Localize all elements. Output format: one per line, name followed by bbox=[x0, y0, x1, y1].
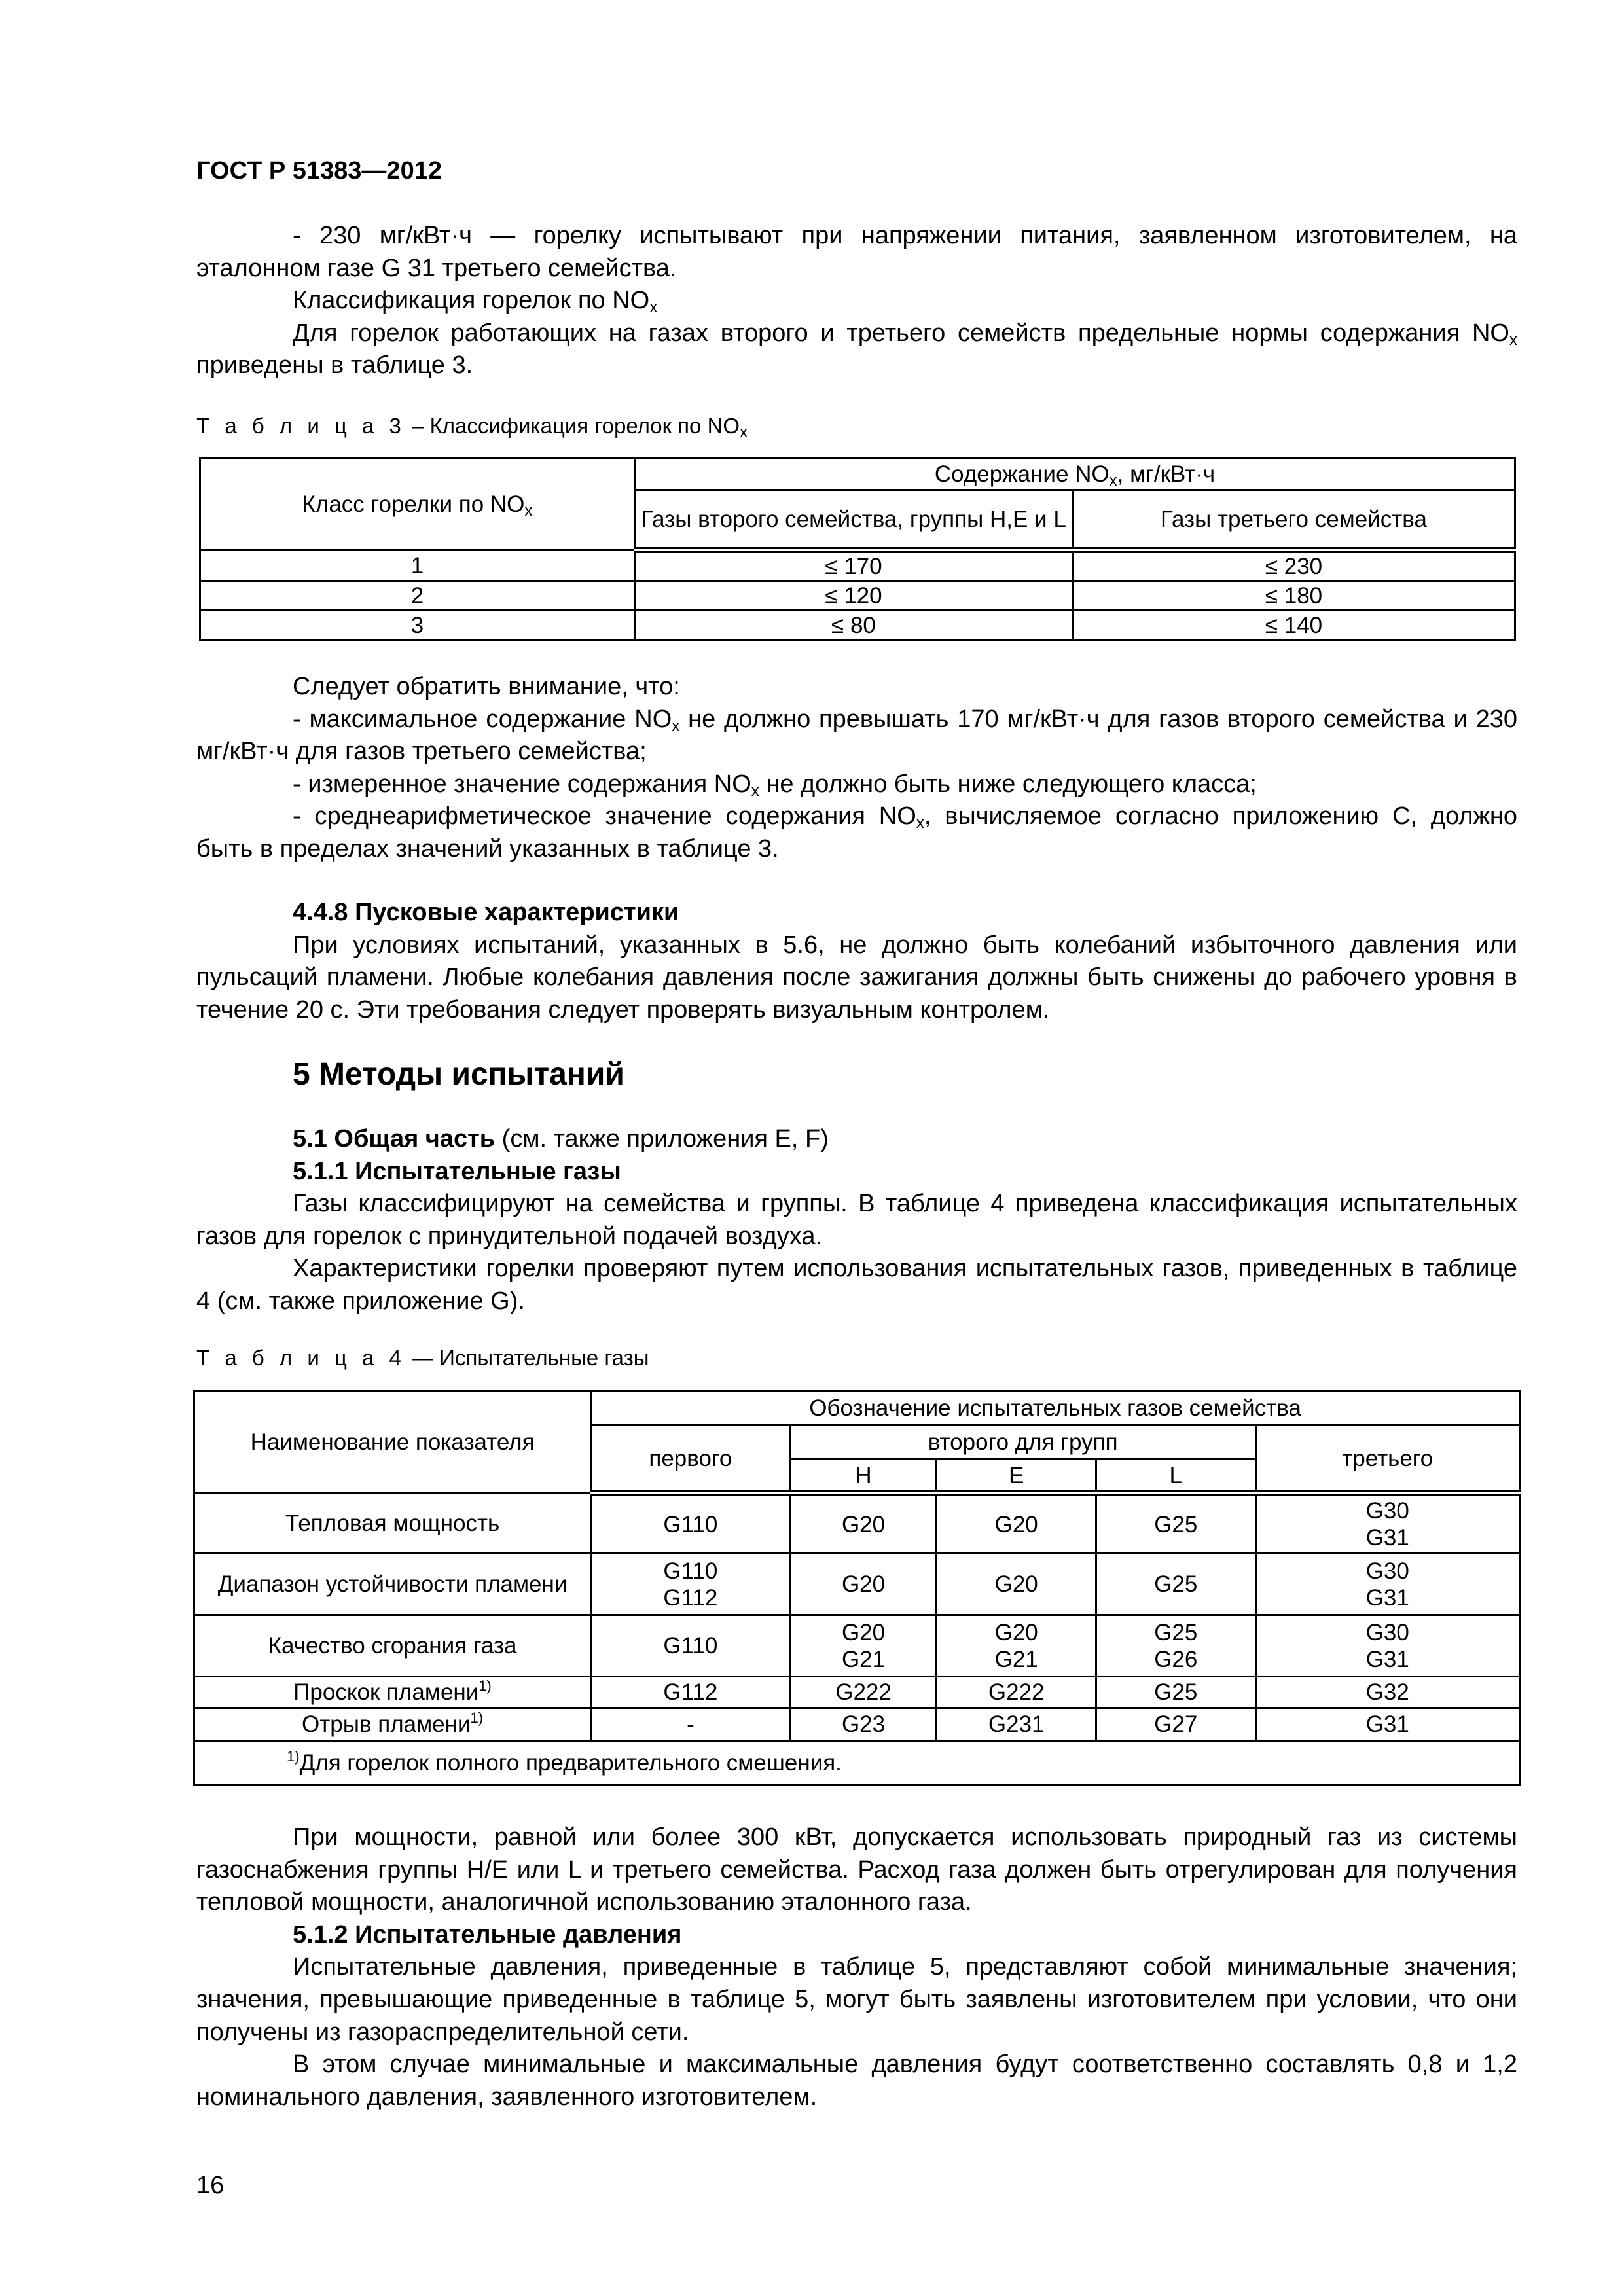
table-cell: G23 bbox=[790, 1708, 937, 1741]
table-cell: G222 bbox=[790, 1677, 937, 1708]
caption-prefix: Т а б л и ц а 3 bbox=[196, 414, 406, 438]
caption-sub: x bbox=[740, 423, 748, 441]
table3-caption bbox=[196, 414, 1517, 439]
row-name: Проскок пламени$^{1)}$ bbox=[194, 1677, 591, 1708]
col-header-third: третьего bbox=[1255, 1426, 1519, 1494]
paragraph bbox=[196, 220, 1517, 285]
paragraph bbox=[196, 1156, 1517, 1189]
table-cell: G110 bbox=[591, 1615, 791, 1677]
table-cell: G222 bbox=[937, 1677, 1096, 1708]
table-cell: G27 bbox=[1096, 1708, 1256, 1741]
section-d bbox=[196, 1123, 1517, 1318]
paragraph bbox=[196, 317, 1517, 382]
row-name: Отрыв пламени$^{1)}$ bbox=[194, 1708, 591, 1741]
text-run: Газы классифицируют на семейства и группы. В таблице 4 приведена классификация испытательных газов для горелок с принудительной подачей воздуха. bbox=[196, 1190, 1517, 1250]
page-number: 16 bbox=[196, 2172, 225, 2199]
row-name: Диапазон устойчивости пламени bbox=[194, 1554, 591, 1615]
paragraph bbox=[196, 671, 1517, 704]
col-header-class: Класс горелки по $NO_x$ bbox=[200, 459, 635, 550]
text-run: Характеристики горелки проверяют путем использования испытательных газов, приведенных в таблице 4 (см. также приложение G). bbox=[196, 1255, 1517, 1315]
table-cell: G31 bbox=[1255, 1708, 1519, 1741]
col-header-second: Газы второго семейства, группы H,E и L bbox=[634, 490, 1072, 550]
paragraph bbox=[196, 1821, 1517, 1919]
caption-text: – Классификация горелок по NO bbox=[405, 414, 740, 438]
table4-caption: Т а б л и ц а 4 — Испытательные газы bbox=[196, 1346, 649, 1370]
row-name: Качество сгорания газа bbox=[194, 1615, 591, 1677]
col-header-third: Газы третьего семейства bbox=[1072, 490, 1515, 550]
text-run: 5.1.1 Испытательные газы bbox=[293, 1157, 621, 1185]
paragraph bbox=[196, 1919, 1517, 1952]
table-cell: G20 bbox=[937, 1494, 1096, 1554]
table-cell: G20 bbox=[790, 1494, 937, 1554]
text-run: 5 Методы испытаний bbox=[293, 1057, 624, 1092]
col-header-first: первого bbox=[591, 1426, 791, 1494]
text-run: (см. также приложения E, F) bbox=[495, 1125, 829, 1153]
table-row bbox=[194, 1494, 1520, 1554]
table-cell: G25 bbox=[1096, 1554, 1256, 1615]
text-run: не должно превышать 170 мг/кВт·ч для газов второго семейства и 230 мг/кВт·ч для газов третьего семейства; bbox=[196, 705, 1517, 766]
table-row bbox=[194, 1677, 1520, 1708]
table-cell: G110 bbox=[591, 1494, 791, 1554]
text-run: - измеренное значение содержания NO bbox=[293, 770, 751, 798]
document-id: ГОСТ Р 51383—2012 bbox=[196, 157, 442, 185]
table-cell: G30 G31 bbox=[1255, 1615, 1519, 1677]
text-run: x bbox=[1509, 331, 1517, 349]
table-footnote: $^{1)}$Для горелок полного предварительного смешения. bbox=[194, 1741, 1520, 1785]
table-row bbox=[194, 1615, 1520, 1677]
paragraph bbox=[196, 285, 1517, 317]
section-e bbox=[196, 1821, 1517, 2113]
text-run: Классификация горелок по NO bbox=[293, 287, 650, 315]
text-run: - 230 мг/кВт·ч — горелку испытывают при напряжении питания, заявленном изготовителем, на эталонном газе G 31 третьего семейства. bbox=[196, 222, 1517, 282]
text-run: , вычисляемое согласно приложению С, должно быть в пределах значений указанных в таблице 3. bbox=[196, 802, 1517, 863]
text-run: Испытательные давления, приведенные в таблице 5, представляют собой минимальные значения; значения, превышающие приведенные в таблице 5, могут быть заявлены изготовителем при условии, что они получены из газораспределительной сети. bbox=[196, 1953, 1517, 2046]
paragraph bbox=[196, 768, 1517, 801]
row-name: Тепловая мощность bbox=[194, 1494, 591, 1554]
text-run: x bbox=[672, 717, 680, 735]
text-run: При мощности, равной или более 300 кВт, допускается использовать природный газ из системы газоснабжения группы H/E или L и третьего семейства. Расход газа должен быть отрегулирован для получения тепловой мощности, аналогичной использованию эталонного газа. bbox=[196, 1823, 1517, 1916]
text-run: не должно быть ниже следующего класса; bbox=[759, 770, 1257, 798]
text-run: - среднеарифметическое значение содержания NO bbox=[293, 802, 916, 831]
col-header-e: E bbox=[937, 1460, 1096, 1494]
text-run: Следует обратить внимание, что: bbox=[293, 673, 680, 700]
table-cell: G30 G31 bbox=[1255, 1554, 1519, 1615]
table-cell: G110 G112 bbox=[591, 1554, 791, 1615]
col-header-l: L bbox=[1096, 1460, 1256, 1494]
text-run: При условиях испытаний, указанных в 5.6, не должно быть колебаний избыточного давления или пульсаций пламени. Любые колебания давления после зажигания должны быть снижены до рабочего уровня в течение 20 с. Эти требования следует проверять визуальным контролем. bbox=[196, 931, 1517, 1024]
text-run: x bbox=[916, 814, 924, 833]
section-a bbox=[196, 220, 1517, 382]
table-row: 3 ≤ 80 ≤ 140 bbox=[200, 611, 1515, 640]
text-run: x bbox=[649, 298, 658, 317]
paragraph bbox=[196, 897, 1517, 929]
table-4 bbox=[193, 1390, 1521, 1786]
col-header-h: H bbox=[790, 1460, 937, 1494]
text-run: 4.4.8 Пусковые характеристики bbox=[293, 899, 679, 926]
table-cell: G20 bbox=[937, 1554, 1096, 1615]
col-header-group: Содержание $NO_x$, мг/кВт·ч bbox=[634, 459, 1515, 490]
section-c bbox=[196, 897, 1517, 1026]
paragraph bbox=[196, 2049, 1517, 2113]
text-run: 5.1.2 Испытательные давления bbox=[293, 1920, 682, 1948]
col-header-group: Обозначение испытательных газов семейства bbox=[591, 1391, 1520, 1426]
table-3 bbox=[199, 457, 1516, 641]
paragraph bbox=[196, 929, 1517, 1027]
table-cell: G20 G21 bbox=[937, 1615, 1096, 1677]
table-cell: G25 G26 bbox=[1096, 1615, 1256, 1677]
text-run: - максимальное содержание NO bbox=[293, 705, 672, 733]
text-run: приведены в таблице 3. bbox=[196, 351, 473, 380]
paragraph bbox=[196, 704, 1517, 768]
text-run: В этом случае минимальные и максимальные давления будут соответственно составлять 0,8 и 1,2 номинального давления, заявленного изготовителем. bbox=[196, 2051, 1517, 2111]
table-cell: G32 bbox=[1255, 1677, 1519, 1708]
paragraph bbox=[196, 1054, 1517, 1096]
text-run: Для горелок работающих на газах второго и третьего семейств предельные нормы содержания NO bbox=[293, 319, 1509, 347]
paragraph bbox=[196, 1123, 1517, 1156]
paragraph bbox=[196, 1188, 1517, 1253]
table-cell: - bbox=[591, 1708, 791, 1741]
paragraph bbox=[196, 800, 1517, 865]
table-cell: G25 bbox=[1096, 1677, 1256, 1708]
table-row bbox=[194, 1708, 1520, 1741]
table-cell: G231 bbox=[937, 1708, 1096, 1741]
paragraph bbox=[196, 1253, 1517, 1318]
paragraph bbox=[196, 1951, 1517, 2049]
heading-5 bbox=[196, 1054, 1517, 1096]
table-cell: G112 bbox=[591, 1677, 791, 1708]
section-b bbox=[196, 671, 1517, 866]
table-row: 1 ≤ 170 ≤ 230 bbox=[200, 550, 1515, 581]
table-cell: G20 G21 bbox=[790, 1615, 937, 1677]
col-header-name: Наименование показателя bbox=[194, 1391, 591, 1494]
table-cell: G30 G31 bbox=[1255, 1494, 1519, 1554]
text-run: 5.1 Общая часть bbox=[293, 1125, 496, 1153]
table-cell: G20 bbox=[790, 1554, 937, 1615]
table-row bbox=[194, 1554, 1520, 1615]
table-row: 2 ≤ 120 ≤ 180 bbox=[200, 581, 1515, 611]
col-header-second: второго для групп bbox=[790, 1426, 1255, 1460]
table-cell: G25 bbox=[1096, 1494, 1256, 1554]
text-run: x bbox=[751, 781, 759, 800]
